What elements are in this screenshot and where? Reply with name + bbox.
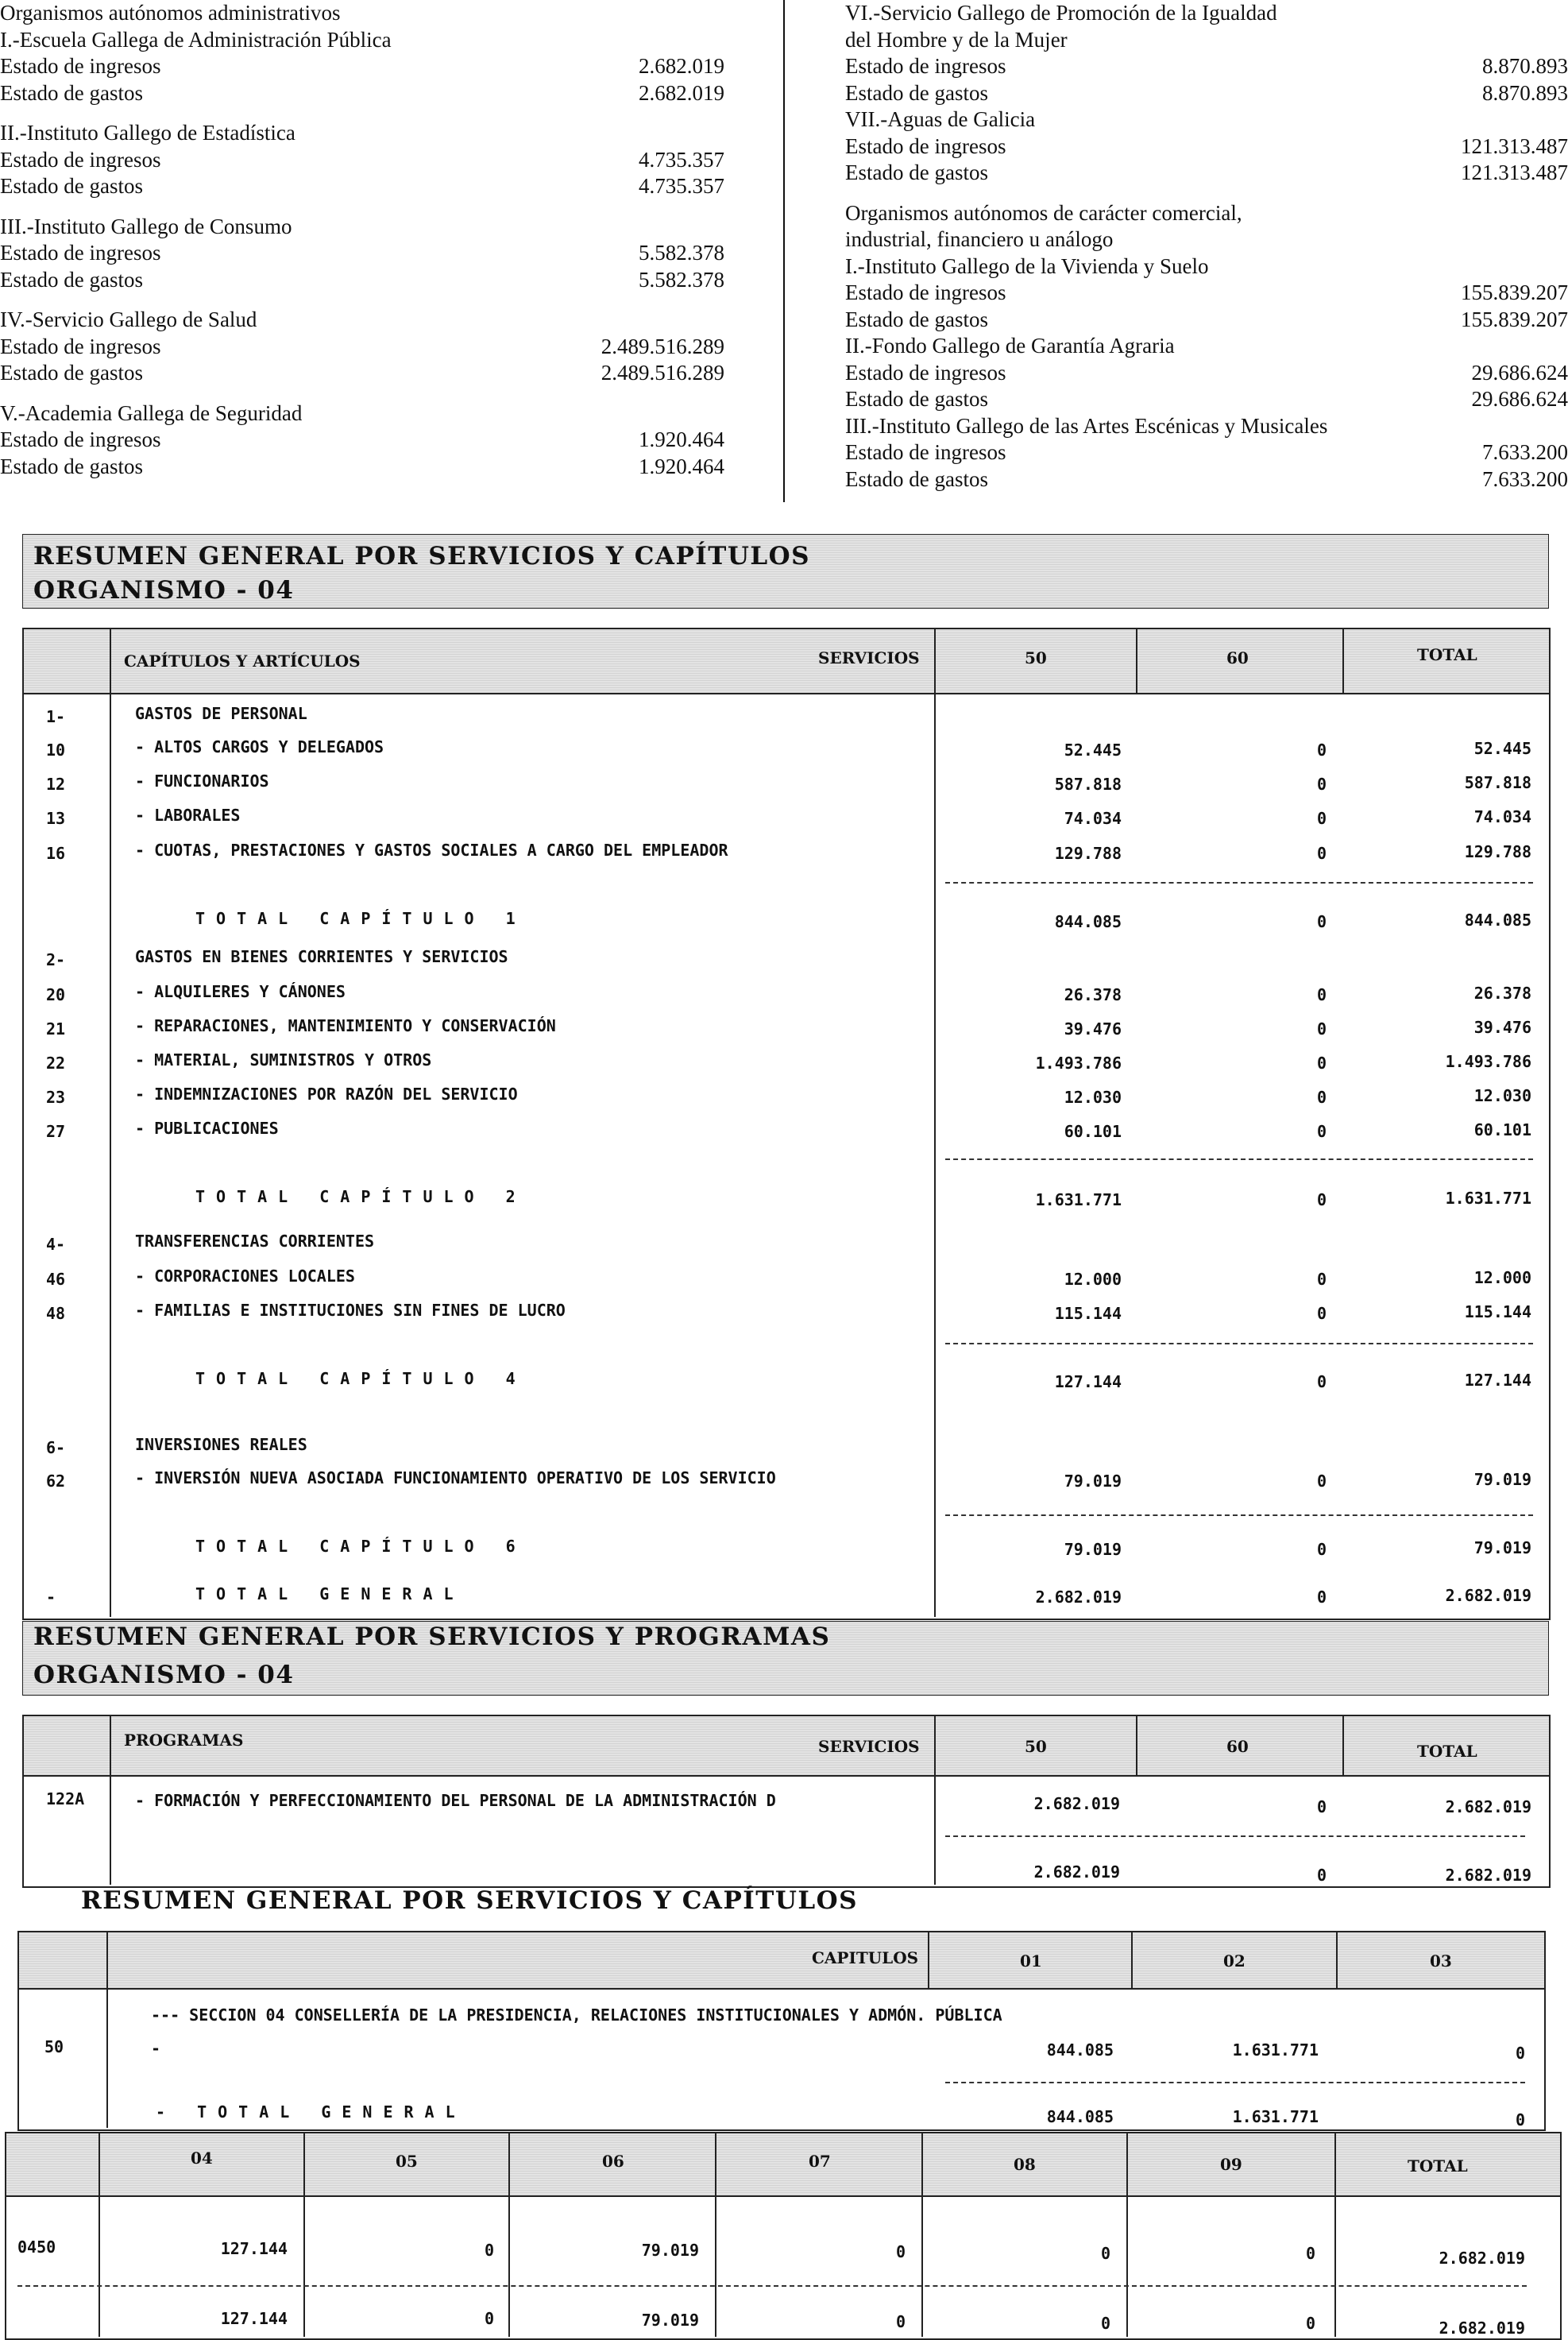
ingresos-label: Estado de ingresos	[0, 54, 161, 78]
total-label: TOTAL CAPÍTULO 1	[195, 909, 527, 928]
row-value-total: 129.788	[1464, 842, 1531, 861]
row-value-v60: 0	[1316, 1088, 1327, 1107]
ingresos-label: Estado de ingresos	[845, 280, 1006, 304]
right-heading-cont: industrial, financiero u análogo	[845, 227, 1114, 251]
gastos-value: 7.633.200	[1482, 466, 1568, 491]
section3-header-band-a	[19, 1932, 1544, 1990]
row-value-v50: 26.378	[1064, 985, 1122, 1004]
item-title: V.-Academia Gallega de Seguridad	[0, 400, 303, 425]
row-dash: -	[151, 2039, 161, 2058]
gastos-label: Estado de gastos	[0, 361, 143, 385]
ingresos-label: Estado de ingresos	[0, 241, 161, 265]
row-description: - FAMILIAS E INSTITUCIONES SIN FINES DE LUCRO	[135, 1301, 566, 1320]
ingresos-value: 121.313.487	[1461, 133, 1568, 158]
column-divider	[783, 0, 785, 502]
header-servicios: SERVICIOS	[818, 1737, 920, 1756]
section3-title: RESUMEN GENERAL POR SERVICIOS Y CAPÍTULOS	[81, 1886, 859, 1915]
item-title: II.-Instituto Gallego de Estadística	[0, 121, 295, 145]
row-value-total: 79.019	[1473, 1470, 1531, 1489]
row-value-v60: 0	[1316, 1372, 1327, 1391]
header-col-03: 03	[1430, 1951, 1452, 1971]
row-description: - INDEMNIZACIONES POR RAZÓN DEL SERVICIO	[135, 1085, 518, 1104]
header-capitulos: CAPÍTULOS Y ARTÍCULOS	[124, 652, 361, 671]
item-ingresos-row	[0, 334, 724, 361]
row-value-v50: 79.019	[1064, 1472, 1122, 1491]
item-ingresos-row	[845, 439, 1568, 466]
row-value-v60: 0	[1316, 844, 1327, 863]
item-title: I.-Escuela Gallega de Administración Pública	[0, 27, 392, 52]
row-value-total: 115.144	[1464, 1302, 1531, 1321]
header-servicios: SERVICIOS	[818, 648, 920, 667]
row-value-v60: 0	[1316, 912, 1327, 931]
row-value-v60: 0	[1316, 1304, 1327, 1323]
row-value-v50: 587.818	[1054, 775, 1122, 794]
gastos-label: Estado de gastos	[845, 80, 988, 105]
section2-title: RESUMEN GENERAL POR SERVICIOS Y PROGRAMAS	[33, 1623, 831, 1651]
row-value-total: 60.101	[1473, 1120, 1531, 1139]
row-value-total: 1.493.786	[1445, 1052, 1531, 1071]
row-value-total: 26.378	[1473, 984, 1531, 1003]
row-value-total: 12.000	[1473, 1268, 1531, 1287]
row-code: 27	[46, 1122, 66, 1141]
row-value-v50: 127.144	[1054, 1372, 1122, 1391]
value-09: 0	[1305, 2244, 1315, 2263]
item-gastos-row	[845, 386, 1568, 413]
row-value-v50: 39.476	[1064, 1019, 1122, 1038]
header-capitulos: CAPITULOS	[812, 1948, 919, 1967]
total-label: TOTAL CAPÍTULO 6	[195, 1537, 527, 1556]
section2-header-band	[24, 1716, 1549, 1777]
item-title: I.-Instituto Gallego de la Vivienda y Suelo	[845, 253, 1209, 278]
row-code: 23	[46, 1088, 66, 1107]
row-value-v60: 0	[1316, 985, 1327, 1004]
row-description: TRANSFERENCIAS CORRIENTES	[135, 1232, 375, 1251]
item-ingresos-row	[0, 427, 724, 454]
row-description: - REPARACIONES, MANTENIMIENTO Y CONSERVACIÓN	[135, 1016, 556, 1035]
subtotal-separator	[945, 1514, 1533, 1516]
header-col-06: 06	[602, 2152, 624, 2171]
header-programas: PROGRAMAS	[124, 1731, 244, 1750]
row-value-v50: 844.085	[1054, 912, 1122, 931]
row-code: 62	[46, 1472, 66, 1491]
item-gastos-row	[845, 160, 1568, 187]
row-value-total: 844.085	[1464, 911, 1531, 930]
total-grand: 2.682.019	[1439, 2319, 1525, 2338]
program-total: 2.682.019	[1445, 1797, 1531, 1816]
row-value-v60: 0	[1316, 1588, 1327, 1607]
gastos-label: Estado de gastos	[845, 387, 988, 411]
header-total: TOTAL	[1408, 2156, 1468, 2176]
row-value-total: 39.476	[1473, 1018, 1531, 1037]
value-04: 127.144	[220, 2239, 288, 2258]
row-value-v50: 12.030	[1064, 1088, 1122, 1107]
value-01: 844.085	[1046, 2040, 1114, 2060]
row-value-v50: 2.682.019	[1035, 1588, 1122, 1607]
total-04: 127.144	[220, 2309, 288, 2328]
row-code: 1-	[46, 707, 66, 726]
item-ingresos-row	[0, 53, 724, 80]
value-05: 0	[484, 2241, 494, 2260]
value-total: 2.682.019	[1439, 2249, 1525, 2268]
gastos-label: Estado de gastos	[0, 174, 143, 198]
item-gastos-row	[0, 173, 724, 200]
gastos-value: 121.313.487	[1461, 161, 1568, 184]
total-05: 0	[484, 2309, 494, 2328]
item-gastos-row	[845, 466, 1568, 493]
value-08: 0	[1100, 2244, 1110, 2263]
subtotal-separator	[945, 882, 1533, 884]
ingresos-label: Estado de ingresos	[845, 440, 1006, 464]
row-value-total: 52.445	[1473, 739, 1531, 758]
gastos-label: Estado de gastos	[0, 80, 143, 105]
row-value-v50: 12.000	[1064, 1270, 1122, 1289]
row-value-v50: 52.445	[1064, 741, 1122, 760]
item-gastos-row	[845, 80, 1568, 107]
value-07: 0	[895, 2242, 906, 2261]
item-title: VI.-Servicio Gallego de Promoción de la Igualdad	[845, 1, 1277, 25]
row-code: 46	[46, 1270, 66, 1289]
gastos-value: 2.682.019	[639, 80, 724, 105]
total-01: 844.085	[1046, 2107, 1114, 2126]
header-total: TOTAL	[1417, 645, 1477, 664]
row-description: - MATERIAL, SUMINISTROS Y OTROS	[135, 1050, 432, 1069]
total-label: TOTAL CAPÍTULO 2	[195, 1187, 527, 1206]
gastos-label: Estado de gastos	[0, 267, 143, 292]
row-value-v60: 0	[1316, 775, 1327, 794]
header-total: TOTAL	[1417, 1742, 1477, 1761]
total-general-label: - TOTAL GENERAL	[156, 2102, 466, 2121]
ingresos-value: 155.839.207	[1461, 280, 1568, 304]
total-09: 0	[1305, 2314, 1315, 2333]
row-value-v50: 129.788	[1054, 844, 1122, 863]
header-col-60: 60	[1226, 1737, 1249, 1756]
section-code: 50	[44, 2037, 64, 2056]
gastos-value: 1.920.464	[639, 454, 724, 478]
row-code: 48	[46, 1304, 66, 1323]
row-description: GASTOS EN BIENES CORRIENTES Y SERVICIOS	[135, 947, 508, 966]
value-06: 79.019	[641, 2241, 699, 2260]
program-sum-60: 0	[1316, 1866, 1327, 1885]
gastos-value: 29.686.624	[1471, 387, 1568, 411]
item-ingresos-row	[845, 280, 1568, 307]
item-gastos-row	[0, 360, 724, 387]
header-col-01: 01	[1020, 1951, 1042, 1971]
subtotal-separator	[945, 1158, 1533, 1160]
header-col-50: 50	[1025, 1737, 1047, 1756]
item-title: VII.-Aguas de Galicia	[845, 107, 1036, 131]
section3-header-band-b	[6, 2133, 1560, 2197]
total-06: 79.019	[641, 2311, 699, 2330]
ingresos-value: 1.920.464	[639, 427, 724, 451]
item-title: II.-Fondo Gallego de Garantía Agraria	[845, 334, 1175, 358]
gastos-value: 4.735.357	[639, 174, 724, 198]
row-value-v50: 74.034	[1064, 809, 1122, 828]
header-col-09: 09	[1220, 2155, 1242, 2174]
program-description: - FORMACIÓN Y PERFECCIONAMIENTO DEL PERSONAL DE LA ADMINISTRACIÓN D	[135, 1791, 776, 1810]
header-col-07: 07	[809, 2152, 831, 2171]
ingresos-label: Estado de ingresos	[845, 360, 1006, 385]
row-description: INVERSIONES REALES	[135, 1435, 307, 1454]
gastos-value: 5.582.378	[639, 267, 724, 292]
row-value-total: 12.030	[1473, 1086, 1531, 1105]
row-value-v50: 115.144	[1054, 1304, 1122, 1323]
ingresos-value: 5.582.378	[639, 241, 724, 265]
row-description: - CORPORACIONES LOCALES	[135, 1267, 355, 1286]
row-value-total: 74.034	[1473, 807, 1531, 826]
row-description: - ALTOS CARGOS Y DELEGADOS	[135, 737, 384, 756]
row-code: 16	[46, 844, 66, 863]
row-value-total: 587.818	[1464, 773, 1531, 792]
row-value-total: 79.019	[1473, 1538, 1531, 1557]
item-ingresos-row	[0, 147, 724, 174]
ingresos-value: 29.686.624	[1471, 360, 1568, 385]
row-value-v50: 79.019	[1064, 1540, 1122, 1559]
row-value-v60: 0	[1316, 1540, 1327, 1559]
row-description: - FUNCIONARIOS	[135, 772, 269, 791]
left-heading: Organismos autónomos administrativos	[0, 1, 341, 25]
row-code: -	[46, 1588, 56, 1607]
program-sum-total: 2.682.019	[1445, 1866, 1531, 1885]
ingresos-label: Estado de ingresos	[845, 54, 1006, 78]
program-value-60: 0	[1316, 1797, 1327, 1816]
ingresos-value: 7.633.200	[1482, 440, 1568, 464]
row-code: 0450	[17, 2238, 56, 2257]
row-value-total: 2.682.019	[1445, 1586, 1531, 1605]
row-value-v60: 0	[1316, 1472, 1327, 1491]
item-title: III.-Instituto Gallego de las Artes Escénicas y Musicales	[845, 413, 1328, 438]
gastos-value: 155.839.207	[1461, 307, 1568, 331]
item-gastos-row	[0, 454, 724, 481]
row-description: - PUBLICACIONES	[135, 1119, 279, 1138]
item-gastos-row	[0, 80, 724, 107]
row-code: 4-	[46, 1235, 66, 1254]
row-code: 21	[46, 1019, 66, 1038]
row-code: 10	[46, 741, 66, 760]
header-col-02: 02	[1223, 1951, 1246, 1971]
value-02: 1.631.771	[1232, 2040, 1319, 2060]
section2-subtitle: ORGANISMO - 04	[33, 1661, 295, 1689]
gastos-label: Estado de gastos	[845, 161, 988, 184]
total-03: 0	[1515, 2110, 1525, 2129]
seccion-description: --- SECCION 04 CONSELLERÍA DE LA PRESIDENCIA, RELACIONES INSTITUCIONALES Y ADMÓN. PÚBLICA	[151, 2005, 1002, 2025]
row-value-v50: 1.631.771	[1035, 1190, 1122, 1209]
item-title: III.-Instituto Gallego de Consumo	[0, 214, 292, 238]
ingresos-value: 8.870.893	[1482, 54, 1568, 78]
row-description: - INVERSIÓN NUEVA ASOCIADA FUNCIONAMIENTO OPERATIVO DE LOS SERVICIO	[135, 1468, 776, 1487]
row-value-v60: 0	[1316, 1122, 1327, 1141]
item-title: IV.-Servicio Gallego de Salud	[0, 307, 257, 331]
subtotal-separator	[945, 1343, 1533, 1344]
header-col-04: 04	[191, 2149, 213, 2168]
row-code: 6-	[46, 1438, 66, 1457]
row-description: - LABORALES	[135, 806, 241, 825]
row-value-v50: 60.101	[1064, 1122, 1122, 1141]
gastos-label: Estado de gastos	[845, 307, 988, 331]
gastos-label: Estado de gastos	[845, 466, 988, 491]
item-title-cont: del Hombre y de la Mujer	[845, 27, 1068, 52]
row-value-v60: 0	[1316, 1054, 1327, 1073]
row-value-total: 127.144	[1464, 1371, 1531, 1390]
ingresos-value: 2.489.516.289	[601, 334, 724, 358]
row-code: 12	[46, 775, 66, 794]
item-gastos-row	[845, 307, 1568, 334]
header-col-08: 08	[1014, 2155, 1036, 2174]
right-summary-column	[845, 0, 1568, 493]
section1-title: RESUMEN GENERAL POR SERVICIOS Y CAPÍTULOS	[33, 542, 811, 570]
gastos-value: 2.489.516.289	[601, 361, 724, 385]
item-ingresos-row	[0, 240, 724, 267]
item-gastos-row	[0, 267, 724, 294]
row-value-total: 1.631.771	[1445, 1189, 1531, 1208]
ingresos-label: Estado de ingresos	[0, 427, 161, 451]
program-sum-50: 2.682.019	[1033, 1862, 1120, 1882]
value-03: 0	[1515, 2044, 1525, 2063]
program-value-50: 2.682.019	[1033, 1794, 1120, 1813]
section1-subtitle: ORGANISMO - 04	[33, 576, 295, 605]
row-description: GASTOS DE PERSONAL	[135, 704, 307, 723]
ingresos-value: 2.682.019	[639, 54, 724, 78]
header-col-60: 60	[1226, 648, 1249, 667]
ingresos-label: Estado de ingresos	[0, 334, 161, 358]
program-code: 122A	[46, 1789, 85, 1808]
row-description: - ALQUILERES Y CÁNONES	[135, 982, 346, 1001]
item-ingresos-row	[845, 360, 1568, 387]
row-value-v60: 0	[1316, 741, 1327, 760]
row-code: 13	[46, 809, 66, 828]
item-ingresos-row	[845, 133, 1568, 161]
row-value-v60: 0	[1316, 1270, 1327, 1289]
row-value-v60: 0	[1316, 809, 1327, 828]
row-value-v60: 0	[1316, 1190, 1327, 1209]
ingresos-label: Estado de ingresos	[0, 147, 161, 172]
total-label: TOTAL GENERAL	[195, 1584, 465, 1603]
total-02: 1.631.771	[1232, 2107, 1319, 2126]
header-col-50: 50	[1025, 648, 1047, 667]
ingresos-value: 4.735.357	[639, 147, 724, 172]
right-heading: Organismos autónomos de carácter comercial,	[845, 200, 1242, 225]
row-code: 22	[46, 1054, 66, 1073]
row-code: 2-	[46, 950, 66, 969]
total-label: TOTAL CAPÍTULO 4	[195, 1369, 527, 1388]
gastos-value: 8.870.893	[1482, 80, 1568, 105]
gastos-label: Estado de gastos	[0, 454, 143, 478]
row-value-v50: 1.493.786	[1035, 1054, 1122, 1073]
row-description: - CUOTAS, PRESTACIONES Y GASTOS SOCIALES A CARGO DEL EMPLEADOR	[135, 841, 728, 860]
left-summary-column	[0, 0, 724, 480]
total-08: 0	[1100, 2314, 1110, 2333]
item-ingresos-row	[845, 53, 1568, 80]
total-07: 0	[895, 2312, 906, 2331]
row-value-v60: 0	[1316, 1019, 1327, 1038]
ingresos-label: Estado de ingresos	[845, 133, 1006, 158]
header-col-05: 05	[396, 2152, 418, 2171]
row-code: 20	[46, 985, 66, 1004]
